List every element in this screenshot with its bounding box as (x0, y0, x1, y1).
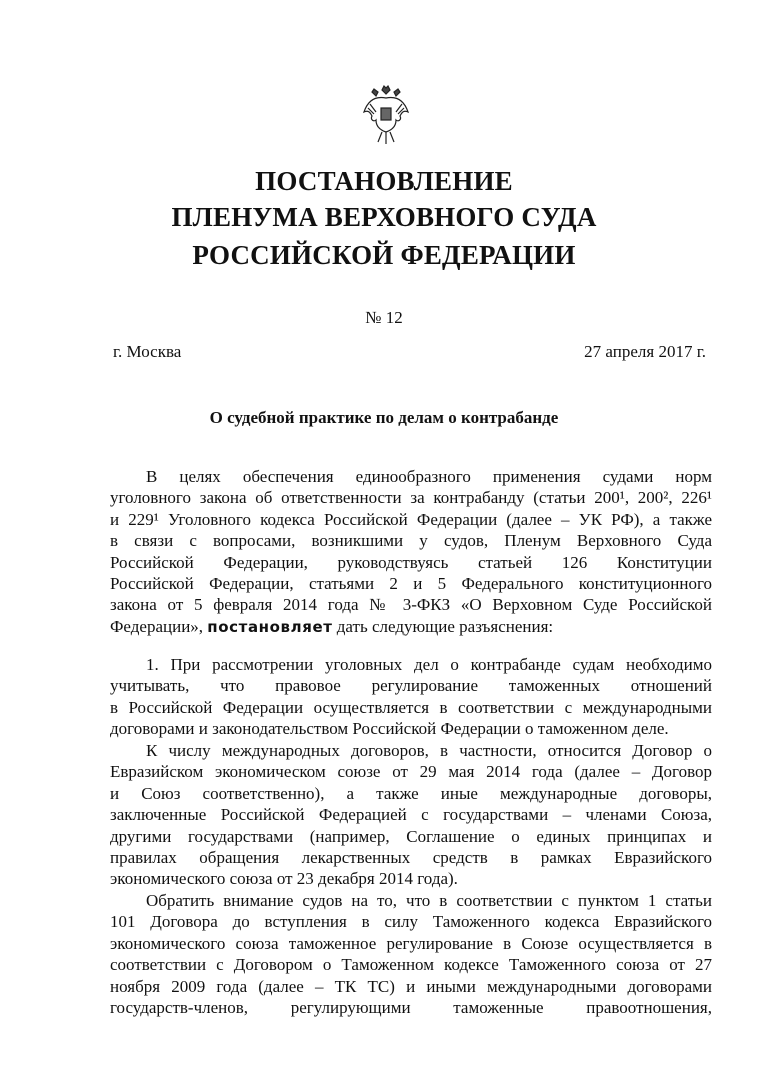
text-line: Обратить внимание судов на то, что в соответствии с пунктом 1 статьи (146, 891, 712, 910)
text-line: В целях обеспечения единообразного применения судами норм (146, 467, 712, 486)
document-subject: О судебной практике по делам о контрабанде (209, 408, 559, 427)
text-line: договорами и законодательством Российской Федерации о таможенном деле. (110, 719, 669, 739)
text-line: экономического союза таможенное регулирование в Союзе осуществляется в (110, 933, 712, 953)
text-line: и 229¹ Уголовного кодекса Российской Федерации (далее – УК РФ), а также (110, 509, 712, 529)
date: 27 апреля 2017 г. (584, 342, 706, 361)
preamble-paragraph (110, 466, 712, 638)
text-line: Российской Федерации, руководствуясь статьей 126 Конституции (110, 552, 712, 572)
text-line: Евразийском экономическом союзе от 29 мая 2014 года (далее – Договор (110, 762, 712, 782)
text-line: правилах обращения лекарственных средств в рамках Евразийского (110, 848, 712, 868)
text-line: учитывать, что правовое регулирование таможенных отношений (110, 676, 712, 696)
text-line: экономического союза от 23 декабря 2014 года). (110, 869, 458, 889)
city: г. Москва (113, 342, 182, 361)
text-segment: дать следующие разъяснения: (336, 616, 554, 636)
paragraph-2 (110, 740, 712, 890)
text-line: уголовного закона об ответственности за контрабанду (статьи 200¹, 200², 226¹ (110, 488, 712, 508)
text-line: государств-членов, регулирующими таможенные правоотношения, (110, 998, 712, 1018)
title-line-3: РОССИЙСКОЙ ФЕДЕРАЦИИ (192, 240, 576, 270)
text-line: заключенные Российской Федерацией с государствами – членами Союза, (110, 805, 712, 825)
text-line: 101 Договора до вступления в силу Таможенного кодекса Евразийского (110, 912, 712, 932)
operative-keyword: постановляет (207, 617, 333, 636)
text-line: в Российской Федерации осуществляется в соответствии с международными (110, 697, 712, 717)
text-segment: Федерации», (110, 616, 204, 636)
title-line-1: ПОСТАНОВЛЕНИЕ (255, 166, 513, 196)
text-line: К числу международных договоров, в частности, относится Договор о (146, 741, 712, 760)
text-line: и Союз соответственно), а также иные международные договоры, (110, 783, 712, 803)
coat-of-arms-icon (362, 80, 410, 148)
text-line: закона от 5 февраля 2014 года № 3-ФКЗ «О Верховном Суде Российской (110, 595, 712, 615)
text-line: ноября 2009 года (далее – ТК ТС) и иными международными договорами (110, 976, 712, 996)
paragraph-3 (110, 890, 712, 1018)
text-line: соответствии с Договором о Таможенном кодексе Таможенного союза от 27 (110, 955, 712, 975)
text-line: 1. При рассмотрении уголовных дел о контрабанде судам необходимо (146, 655, 712, 674)
text-line: Российской Федерации, статьями 2 и 5 Федерального конституционного (110, 574, 712, 594)
text-line: другими государствами (например, Соглашение о единых принципах и (110, 826, 712, 846)
document-number: № 12 (365, 308, 403, 327)
text-line: в связи с вопросами, возникшими у судов, Пленум Верховного Суда (110, 531, 712, 551)
paragraph-1 (110, 654, 712, 740)
title-line-2: ПЛЕНУМА ВЕРХОВНОГО СУДА (171, 202, 597, 232)
text-line (110, 616, 712, 638)
